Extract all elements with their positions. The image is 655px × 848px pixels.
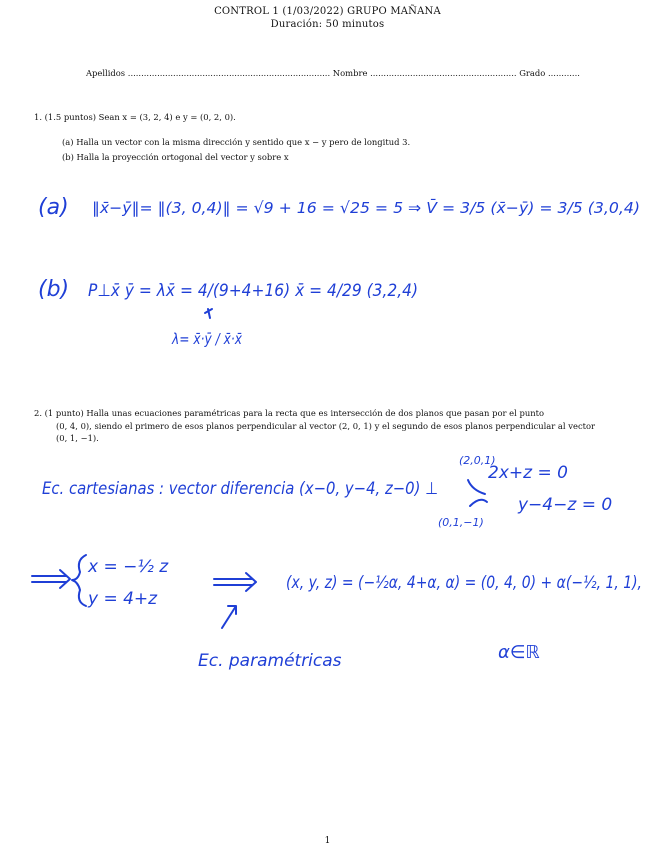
arrow-mark <box>205 309 212 318</box>
parametric-vector: (x, y, z) = (−½α, 4+α, α) = (0, 4, 0) + α(−½, 1, 1), <box>286 573 642 593</box>
system-brace <box>72 555 86 606</box>
exam-duration: Duración: 50 minutos <box>270 19 385 30</box>
apellidos-label: Apellidos <box>86 68 126 78</box>
answer-b-lambda: λ= x̄·ȳ / x̄·x̄ <box>171 330 243 348</box>
question-2-line1: 2. (1 punto) Halla unas ecuaciones paramétricas para la recta que es intersección de dos planos que pasan por el punto <box>34 408 545 418</box>
system-eq-1: x = −½ z <box>88 557 169 577</box>
implies-arrow-2 <box>214 573 256 591</box>
ec-cartesianas: Ec. cartesianas : vector diferencia (x−0, y−4, z−0) ⊥ <box>42 479 438 499</box>
apellidos-dots: ............................................................................ <box>127 68 331 78</box>
nombre-dots: ....................................................... <box>370 68 517 78</box>
ec-parametricas: Ec. paramétricas <box>198 651 342 671</box>
implies-arrow-1 <box>32 570 70 588</box>
normal-vector-1: (2,0,1) <box>459 454 496 467</box>
answer-b-text: P⊥x̄ ȳ = λx̄ = 4/(9+4+16) x̄ = 4/29 (3,2,4) <box>88 281 418 301</box>
answer-a-text: ‖x̄−ȳ‖= ‖(3, 0,4)‖ = √9 + 16 = √25 = 5 ⇒ V̄ = 3/5 (x̄−ȳ) = 3/5 (3,0,4) <box>92 199 640 217</box>
arrow-up <box>222 606 236 628</box>
student-info-line <box>86 68 580 78</box>
normal-vector-2: (0,1,−1) <box>438 516 484 529</box>
question-1b: (b) Halla la proyección ortogonal del vector y sobre x <box>62 152 289 162</box>
question-2-line3: (0, 1, −1). <box>56 433 99 443</box>
page-number: 1 <box>324 836 331 846</box>
question-1-intro: 1. (1.5 puntos) Sean x = (3, 2, 4) e y = (0, 2, 0). <box>34 112 236 122</box>
system-eq-2: y = 4+z <box>88 589 158 609</box>
answer-a-label: (a) <box>38 195 69 220</box>
alpha-in-r: α∈ℝ <box>498 642 540 663</box>
exam-title: CONTROL 1 (1/03/2022) GRUPO MAÑANA <box>214 6 441 17</box>
brace-lines <box>468 480 487 506</box>
grado-label: Grado <box>519 68 546 78</box>
question-2 <box>34 407 634 445</box>
question-1a: (a) Halla un vector con la misma dirección y sentido que x − y pero de longitud 3. <box>62 137 411 147</box>
answer-b-label: (b) <box>38 277 70 302</box>
nombre-label: Nombre <box>332 68 368 78</box>
plane-2: y−4−z = 0 <box>518 495 613 515</box>
plane-1: 2x+z = 0 <box>488 463 568 483</box>
question-2-line2: (0, 4, 0), siendo el primero de esos planos perpendicular al vector (2, 0, 1) y el segundo de esos planos perpendicular al vector <box>56 420 596 431</box>
grado-dots: ............ <box>547 68 580 78</box>
